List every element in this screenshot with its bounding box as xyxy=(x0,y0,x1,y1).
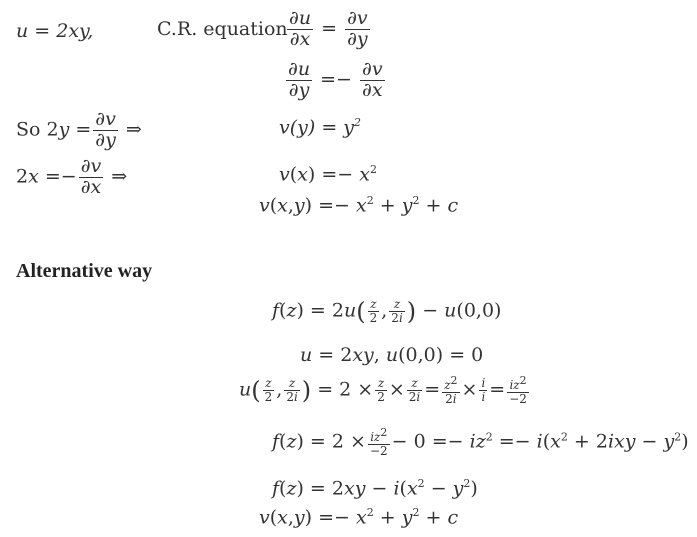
2x-line: 2x =− $\frac{\partial v}{\partial x}$ ⇒ xyxy=(16,155,128,198)
alt-f-z-expanded: $f(z) = 2xy - i(x^2 - y^2)$ xyxy=(272,477,478,500)
so-2y-line: So 2y = $\frac{\partial v}{\partial y}$ ⇒ xyxy=(16,108,142,151)
v-xy-result: $v(x,y) =- x^2 + y^2 + c$ xyxy=(259,194,459,217)
v-of-y: $v(y) = y^2$ xyxy=(279,116,362,139)
alt-u-value: u = 2xy, u(0,0) = 0 xyxy=(300,344,484,366)
v-of-x: $v(x) =- x^2$ xyxy=(279,163,377,186)
cr-equation-label: C.R. equation xyxy=(157,18,288,40)
u-definition: u = 2xy, xyxy=(16,20,94,42)
alt-f-z-definition: f(z) = 2u( $\frac{z}{2}$ , $\frac{z}{2i}$ ) − u(0,0) xyxy=(272,297,502,326)
cr-equation-2: $\frac{\partial u}{\partial y}$ =− $\frac{\partial v}{\partial x}$ xyxy=(288,58,383,101)
alt-v-xy-result: $v(x,y) =- x^2 + y^2 + c$ xyxy=(259,506,459,529)
alternative-way-heading: Alternative way xyxy=(16,260,153,282)
cr-equation-1: $\frac{\partial u}{\partial x}$ = $\frac{\partial v}{\partial y}$ xyxy=(289,7,368,50)
alt-u-substitution: u( $\frac{z}{2}$ , $\frac{z}{2i}$ ) = 2 × $\frac{z}{2}$ × $\frac{z}{2i}$ = $\frac{z^2}{2i}$ × $\frac{i}{i}$ = $\frac{iz^2}{-2}$ xyxy=(239,374,527,407)
alt-f-z-result: f(z) = 2 × $\frac{iz^2}{-2}$ − $0 =- iz^2 =- i(x^2 + 2ixy - y^2)$ xyxy=(272,426,689,459)
